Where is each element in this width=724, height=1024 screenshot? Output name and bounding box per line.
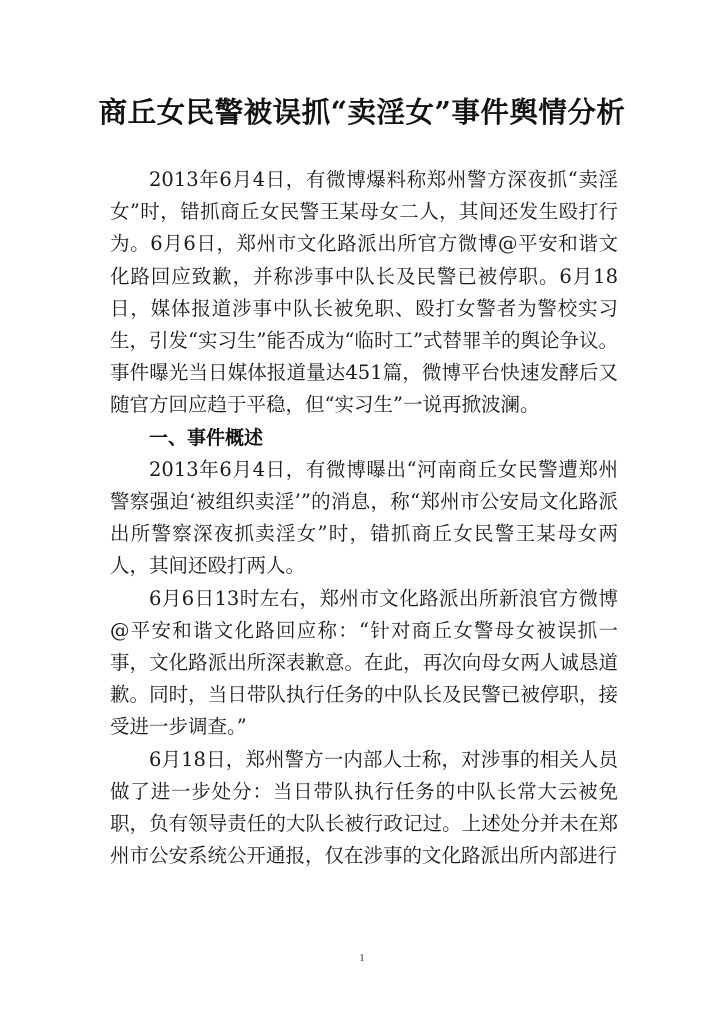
section-paragraph: 6月6日13时左右，郑州市文化路派出所新浪官方微博@平安和谐文化路回应称：“针对商丘女警母女被误抓一事，文化路派出所深表歉意。在此，再次向母女两人诚恳道歉。同时，当日带队执行任务的中队长及民警已被停职，接受进一步调查。”: [110, 586, 618, 739]
document-body: [110, 164, 618, 872]
section-paragraph: 2013年6月4日，有微博曝出“河南商丘女民警遭郑州警察强迫‘被组织卖淫’”的消息，称“郑州市公安局文化路派出所警察深夜抓卖淫女”时，错抓商丘女民警王某母女两人，其间还殴打两人。: [110, 457, 618, 578]
section-heading: 一、事件概述: [149, 426, 264, 449]
intro-paragraph: 2013年6月4日，有微博爆料称郑州警方深夜抓“卖淫女”时，错抓商丘女民警王某母女二人，其间还发生殴打行为。6月6日，郑州市文化路派出所官方微博@平安和谐文化路回应致歉，并称涉事中队长及民警已被停职。6月18日，媒体报道涉事中队长被免职、殴打女警者为警校实习生，引发“实习生”能否成为“临时工”式替罪羊的舆论争议。事件曝光当日媒体报道量达451篇，微博平台快速发酵后又随官方回应趋于平稳，但“实习生”一说再掀波澜。: [110, 168, 618, 417]
page-number: 1: [359, 952, 365, 964]
section-paragraph: 6月18日，郑州警方一内部人士称，对涉事的相关人员做了进一步处分：当日带队执行任务的中队长常大云被免职，负有领导责任的大队长被行政记过。上述处分并未在郑州市公安系统公开通报，仅在涉事的文化路派出所内部进行: [110, 747, 618, 868]
document-title: 商丘女民警被误抓“卖淫女”事件舆情分析: [98, 95, 626, 129]
